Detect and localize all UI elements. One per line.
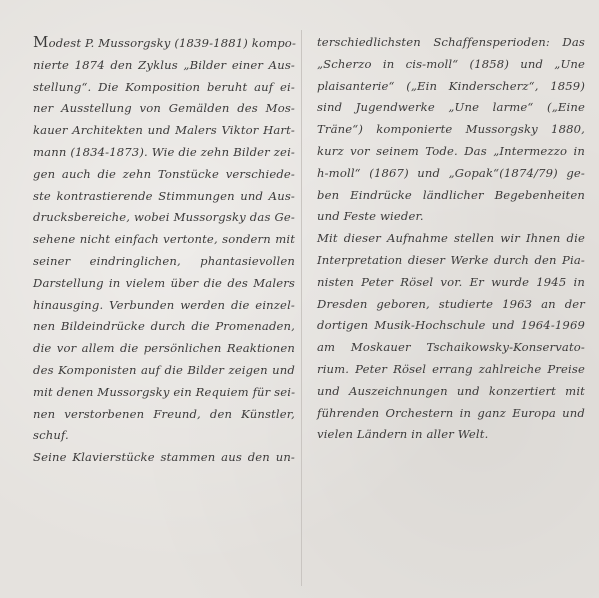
text-line: sehene nicht einfach vertonte, sondern mit — [33, 232, 295, 247]
text-line: schuf. — [33, 428, 69, 443]
text-line: mann (1834-1873). Wie die zehn Bilder zei- — [33, 144, 295, 159]
text-line: nen Bildeindrücke durch die Promenaden, — [33, 319, 295, 334]
right-text-column — [317, 32, 585, 446]
text-line: mit denen Mussorgsky ein Requiem für sei- — [33, 384, 296, 399]
text-line: des Komponisten auf die Bilder zeigen und — [33, 362, 295, 377]
text-line: Dresden geboren, studierte 1963 an der — [317, 296, 585, 311]
text-line: „Scherzo in cis-moll“ (1858) und „Une — [317, 56, 585, 71]
text-line: gen auch die zehn Tonstücke verschiede- — [33, 166, 295, 181]
text-line: am Moskauer Tschaikowsky-Konservato- — [317, 340, 585, 355]
text-line-content: odest P. Mussorgsky (1839-1881) kompo- — [48, 36, 297, 50]
text-line: nierte 1874 den Zyklus „Bilder einer Aus- — [33, 57, 295, 72]
text-line: kauer Architekten und Malers Viktor Hart- — [33, 123, 295, 138]
text-line: nen verstorbenen Freund, den Künstler, — [33, 406, 295, 421]
text-line: nisten Peter Rösel vor. Er wurde 1945 in — [317, 274, 585, 289]
text-line: seiner eindringlichen, phantasievollen — [33, 253, 295, 268]
text-line: sind Jugendwerke „Une larme“ („Eine — [317, 100, 585, 115]
text-line: plaisanterie“ („Ein Kinderscherz“, 1859) — [317, 78, 585, 93]
text-line: führenden Orchestern in ganz Europa und — [317, 405, 585, 420]
text-line: die vor allem die persönlichen Reaktionen — [33, 341, 295, 356]
text-line: und Feste wieder. — [317, 209, 424, 224]
text-line: Seine Klavierstücke stammen aus den un- — [33, 450, 295, 465]
text-line: Mit dieser Aufnahme stellen wir Ihnen die — [317, 231, 585, 246]
text-line: terschiedlichsten Schaffensperioden: Das — [317, 35, 585, 49]
text-line: ben Eindrücke ländlicher Begebenheiten — [317, 187, 585, 202]
text-line: dortigen Musik-Hochschule und 1964-1969 — [317, 318, 585, 333]
text-line: stellung“. Die Komposition beruht auf ei- — [33, 79, 295, 94]
text-line: drucksbereiche, wobei Mussorgsky das Ge- — [33, 210, 295, 225]
text-line: vielen Ländern in aller Welt. — [317, 427, 489, 442]
text-line: Träne“) komponierte Mussorgsky 1880, — [317, 122, 585, 137]
drop-cap-letter: M — [33, 33, 49, 51]
text-line: ste kontrastierende Stimmungen und Aus- — [33, 188, 295, 203]
text-line — [33, 32, 295, 55]
text-line: hinausging. Verbunden werden die einzel- — [33, 297, 295, 312]
column-divider — [301, 30, 302, 586]
text-line: rium. Peter Rösel errang zahlreiche Preise — [317, 361, 585, 376]
text-line: ner Ausstellung von Gemälden des Mos- — [33, 101, 295, 116]
text-line: Interpretation dieser Werke durch den Pia- — [317, 252, 585, 267]
text-line: kurz vor seinem Tode. Das „Intermezzo in — [317, 143, 585, 158]
text-line: h-moll“ (1867) und „Gopak“(1874/79) ge- — [317, 165, 585, 180]
left-text-column — [33, 32, 295, 469]
text-line: Darstellung in vielem über die des Malers — [33, 275, 295, 290]
text-line: und Auszeichnungen und konzertiert mit — [317, 383, 585, 398]
